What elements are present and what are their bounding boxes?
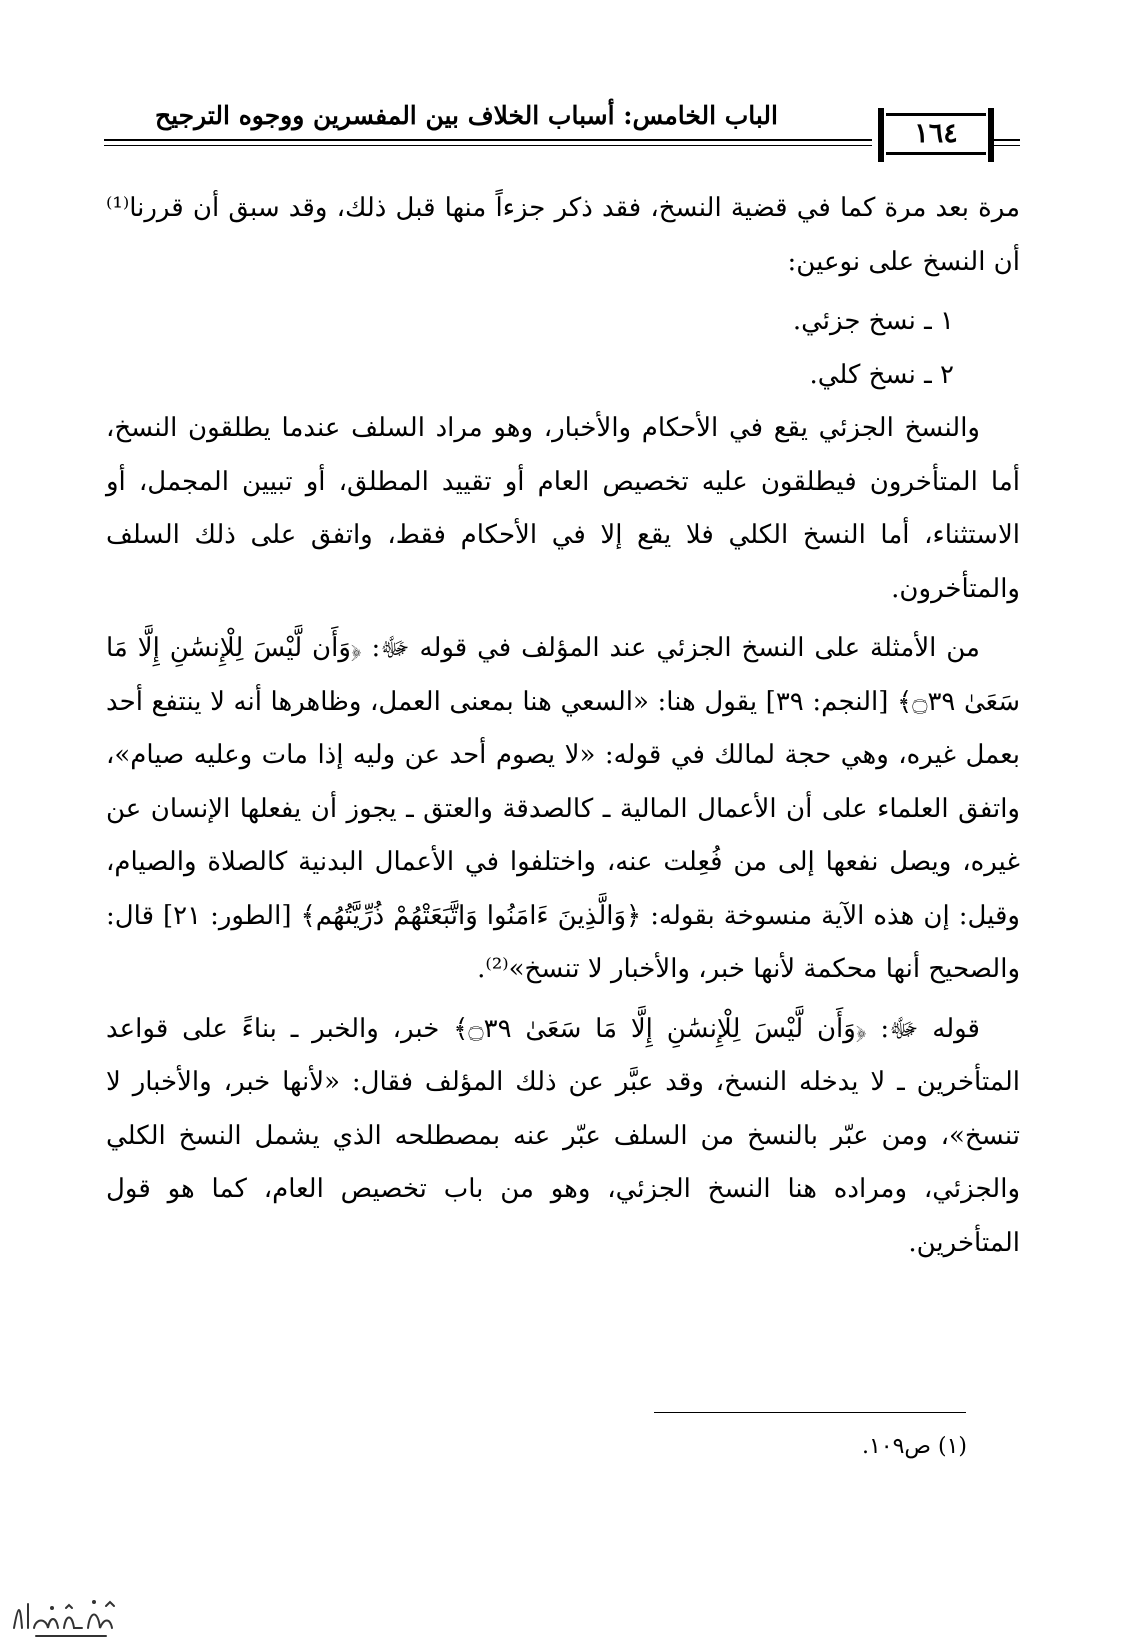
list-item: ٢ ـ نسخ كلي. [809,359,954,390]
header-rule-right [992,139,1020,141]
list-item: ١ ـ نسخ جزئي. [792,306,954,336]
paragraph: مرة بعد مرة كما في قضية النسخ، فقد ذكر جزءاً منها قبل ذلك، وقد سبق أن قررنا⁽¹⁾ أن النسخ على نوعين: [106,193,1020,277]
paragraph: من الأمثلة على النسخ الجزئي عند المؤلف في قوله ﷻ: ﴿وَأَن لَّيْسَ لِلْإِنسَٰنِ إِلَّا مَا سَعَىٰ ۝٣٩﴾ [النجم: ٣٩] يقول هنا: «السعي هنا بمعنى العمل، وظاهرها أنه لا ينتفع أحد بعمل غيره، وهي حجة لمالك في قوله: «لا يصوم أحد عن وليه إذا مات وعليه صيام»، واتفق العلماء على أن الأعمال المالية ـ كالصدقة والعتق ـ يجوز أن يفعلها الإنسان عن غيره، ويصل نفعها إلى من فُعِلت عنه، واختلفوا في الأعمال البدنية كالصلاة والصيام، وقيل: إن هذه الآية منسوخة بقوله: ﴿وَالَّذِينَ ءَامَنُوا وَاتَّبَعَتْهُمْ ذُرِّيَّتُهُم﴾ [الطور: ٢١] قال: والصحيح أنها محكمة لأنها خبر، والأخبار لا تنسخ»⁽²⁾. [106,633,1020,984]
footnote: (١) ص١٠٩. [861,1434,967,1459]
header-title: الباب الخامس: أسباب الخلاف بين المفسرين ووجوه الترجيح [154,101,778,130]
header-rule-thin [104,145,872,146]
watermark-logo-graphic [6,1588,126,1642]
running-header [104,95,1020,165]
paragraph: قوله ﷻ: ﴿وَأَن لَّيْسَ لِلْإِنسَٰنِ إِلَّا مَا سَعَىٰ ۝٣٩﴾ خبر، والخبر ـ بناءً على قواعد المتأخرين ـ لا يدخله النسخ، وقد عبَّر عن ذلك المؤلف فقال: «لأنها خبر، والأخبار لا تنسخ»، ومن عبّر بالنسخ من السلف عبّر عنه بمصطلحه الذي يشمل النسخ الكلي والجزئي، ومراده هنا النسخ الجزئي، وهو من باب تخصيص العام، كما هو قول المتأخرين. [106,1013,1020,1258]
watermark-logo [6,1588,126,1642]
header-rule [104,139,872,141]
page-number-frame [886,113,986,155]
paragraph: والنسخ الجزئي يقع في الأحكام والأخبار، وهو مراد السلف عندما يطلقون النسخ، أما المتأخرون فيطلقون عليه تخصيص العام أو تقييد المطلق، أو تبيين المجمل، أو الاستثناء، أما النسخ الكلي فلا يقع إلا في الأحكام فقط، واتفق على ذلك السلف والمتأخرون. [106,413,1020,604]
page-number: ١٦٤ [914,118,958,149]
header-rule-right-thin [992,145,1020,146]
body-text [106,182,1020,1270]
footnote-rule [654,1412,966,1413]
